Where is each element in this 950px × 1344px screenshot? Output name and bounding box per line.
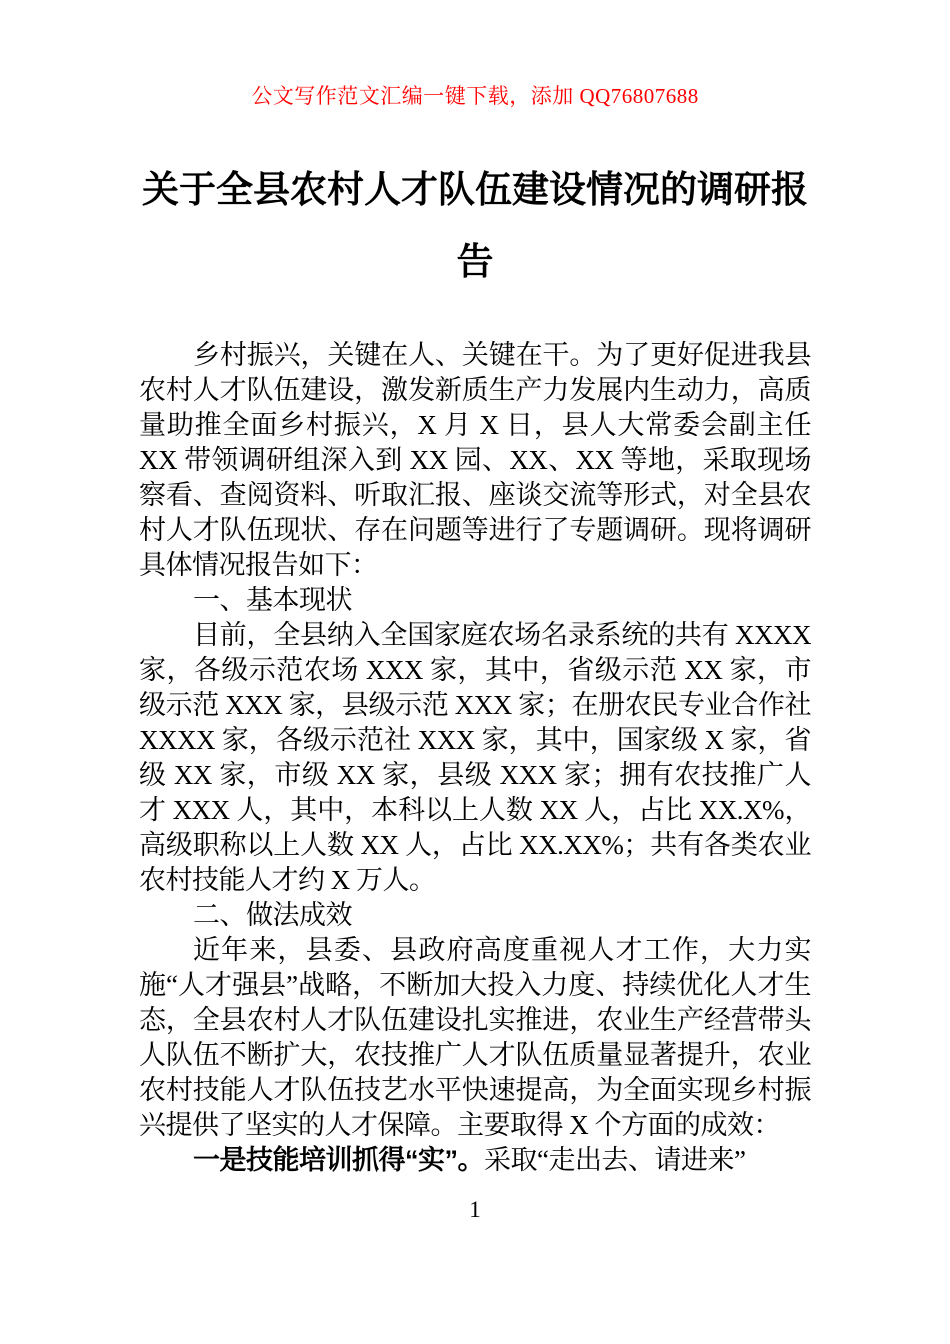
section-heading: 二、做法成效 <box>193 900 352 930</box>
paragraph <box>139 1143 811 1178</box>
paragraph-bold-lead: 一是技能培训抓得“实”。 <box>193 1145 484 1175</box>
paragraph-rest: 采取“走出去、请进来” <box>484 1145 746 1175</box>
paragraph: 目前，全县纳入全国家庭农场名录系统的共有 XXXX 家，各级示范农场 XXX 家，其中，省级示范 XX 家，市级示范 XXX 家，县级示范 XXX 家；在册农民专业合作社 XXXX 家，各级示范社 XXX 家，其中，国家级 X 家，省级 XX 家，市级 XX 家，县级 XXX 家；拥有农技推广人才 XXX 人，其中，本科以上人数 XX 人，占比 XX.X%，高级职称以上人数 XX 人，占比 XX.XX%；共有各类农业农村技能人才约 X 万人。 <box>139 620 811 895</box>
page-number: 1 <box>469 1197 481 1222</box>
header-notice: 公文写作范文汇编一键下载，添加 QQ76807688 <box>251 84 699 108</box>
document-title: 关于全县农村人才队伍建设情况的调研报告 <box>142 169 808 282</box>
paragraph: 乡村振兴，关键在人、关键在干。为了更好促进我县农村人才队伍建设，激发新质生产力发展内生动力，高质量助推全面乡村振兴，X 月 X 日，县人大常委会副主任 XX 带领调研组深入到 XX 园、XX、XX 等地，采取现场察看、查阅资料、听取汇报、座谈交流等形式，对全县农村人才队伍现状、存在问题等进行了专题调研。现将调研具体情况报告如下： <box>139 340 811 580</box>
section-heading: 一、基本现状 <box>193 585 352 615</box>
paragraph: 近年来，县委、县政府高度重视人才工作，大力实施“人才强县”战略，不断加大投入力度、持续优化人才生态，全县农村人才队伍建设扎实推进，农业生产经营带头人队伍不断扩大，农技推广人才队伍质量显著提升，农业农村技能人才队伍技艺水平快速提高，为全面实现乡村振兴提供了坚实的人才保障。主要取得 X 个方面的成效： <box>139 935 811 1140</box>
document-body <box>139 338 811 1178</box>
